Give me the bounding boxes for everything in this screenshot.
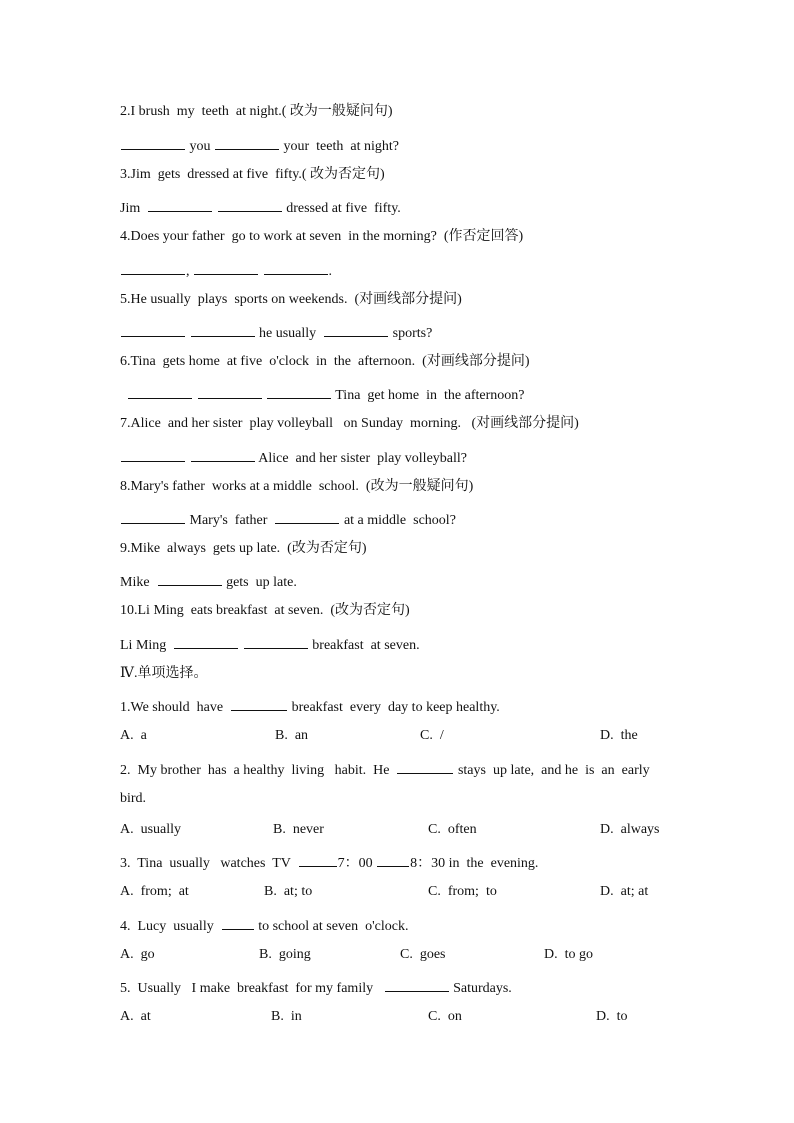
answer-text: ,	[186, 264, 193, 279]
mc-question-5	[120, 977, 512, 998]
answer-text: Jim	[120, 201, 148, 216]
question-text: 3.Jim gets dressed at five fifty.( 改为否定句)	[120, 167, 385, 182]
answer-text	[186, 326, 190, 341]
option-c[interactable]: C. goes	[400, 947, 446, 962]
answer-text: .	[328, 264, 332, 279]
answer-text: gets up late.	[222, 575, 297, 590]
answer-blank[interactable]	[377, 852, 409, 867]
answer-blank[interactable]	[264, 260, 328, 275]
answer-blank[interactable]	[121, 509, 185, 524]
question-text: 7：00	[337, 856, 377, 871]
question-text: 8.Mary's father works at a middle school. (改为一般疑问句)	[120, 479, 474, 494]
answer-blank[interactable]	[128, 384, 192, 399]
question-text: 10.Li Ming eats breakfast at seven. (改为否定句)	[120, 603, 410, 618]
answer-text	[193, 388, 197, 403]
answer-blank[interactable]	[385, 977, 449, 992]
answer-blank[interactable]	[158, 571, 222, 586]
option-a[interactable]: A. a	[120, 728, 147, 743]
option-a[interactable]: A. from; at	[120, 884, 189, 899]
answer-9	[120, 571, 297, 592]
mc-question-4	[120, 915, 408, 936]
question-text: 6.Tina gets home at five o'clock in the afternoon. (对画线部分提问)	[120, 354, 530, 369]
question-text: 1.We should have	[120, 700, 231, 715]
answer-blank[interactable]	[218, 197, 282, 212]
question-text: Saturdays.	[449, 981, 512, 996]
question-text: 5. Usually I make breakfast for my family	[120, 981, 384, 996]
answer-blank[interactable]	[324, 322, 388, 337]
question-text: 4.Does your father go to work at seven in the morning? (作否定回答)	[120, 229, 524, 244]
question-text: 2.I brush my teeth at night.( 改为一般疑问句)	[120, 104, 393, 119]
option-c[interactable]: C. on	[428, 1009, 462, 1024]
answer-blank[interactable]	[148, 197, 212, 212]
answer-blank[interactable]	[397, 759, 453, 774]
answer-text	[239, 638, 243, 653]
answer-7	[120, 447, 467, 468]
question-7	[120, 415, 579, 433]
option-d[interactable]: D. to	[596, 1009, 628, 1024]
answer-blank[interactable]	[222, 915, 254, 930]
option-b[interactable]: B. in	[271, 1009, 302, 1024]
option-a[interactable]: A. go	[120, 947, 155, 962]
answer-blank[interactable]	[121, 322, 185, 337]
answer-text: at a middle school?	[340, 513, 456, 528]
question-2	[120, 103, 393, 121]
option-c[interactable]: C. from; to	[428, 884, 497, 899]
answer-blank[interactable]	[267, 384, 331, 399]
question-text: breakfast every day to keep healthy.	[288, 700, 500, 715]
answer-10	[120, 634, 420, 655]
option-d[interactable]: D. to go	[544, 947, 593, 962]
answer-blank[interactable]	[275, 509, 339, 524]
mc-question-3	[120, 852, 538, 873]
question-text: 2. My brother has a healthy living habit. He	[120, 763, 397, 778]
answer-text	[263, 388, 267, 403]
option-c[interactable]: C. often	[428, 822, 477, 837]
answer-6	[120, 384, 524, 405]
answer-text: your teeth at night?	[280, 139, 399, 154]
option-b[interactable]: B. at; to	[264, 884, 313, 899]
answer-text	[259, 264, 263, 279]
answer-text: breakfast at seven.	[308, 638, 420, 653]
answer-text: dressed at five fifty.	[282, 201, 401, 216]
answer-8	[120, 509, 456, 530]
answer-blank[interactable]	[198, 384, 262, 399]
answer-blank[interactable]	[121, 447, 185, 462]
option-d[interactable]: D. the	[600, 728, 638, 743]
question-text: 7.Alice and her sister play volleyball on Sunday morning. (对画线部分提问)	[120, 416, 579, 431]
answer-blank[interactable]	[191, 322, 255, 337]
answer-blank[interactable]	[191, 447, 255, 462]
question-4	[120, 228, 523, 246]
answer-text: Tina get home in the afternoon?	[332, 388, 525, 403]
question-text: 5.He usually plays sports on weekends. (对画线部分提问)	[120, 292, 462, 307]
question-5	[120, 291, 462, 309]
answer-blank[interactable]	[194, 260, 258, 275]
answer-blank[interactable]	[121, 135, 185, 150]
answer-text: you	[186, 139, 214, 154]
question-8	[120, 478, 473, 496]
question-text: to school at seven o'clock.	[254, 919, 409, 934]
answer-text: he usually	[255, 326, 324, 341]
answer-5	[120, 322, 432, 343]
answer-text: Mary's father	[186, 513, 275, 528]
answer-text	[120, 388, 127, 403]
question-text: 3. Tina usually watches TV	[120, 856, 298, 871]
answer-blank[interactable]	[299, 852, 337, 867]
question-3	[120, 166, 385, 184]
option-a[interactable]: A. at	[120, 1009, 151, 1024]
option-d[interactable]: D. at; at	[600, 884, 649, 899]
answer-blank[interactable]	[244, 634, 308, 649]
question-text: 4. Lucy usually	[120, 919, 221, 934]
section-title: Ⅳ.单项选择。	[120, 666, 208, 681]
question-text: stays up late, and he is an early	[454, 763, 650, 778]
question-text: bird.	[120, 791, 147, 806]
mc-question-2-cont	[120, 790, 146, 808]
mc-question-2	[120, 759, 650, 780]
question-text: 8：30 in the evening.	[410, 856, 539, 871]
answer-4	[120, 260, 332, 281]
answer-text: sports?	[389, 326, 433, 341]
answer-blank[interactable]	[215, 135, 279, 150]
section-heading	[120, 665, 208, 683]
answer-blank[interactable]	[174, 634, 238, 649]
answer-text: Li Ming	[120, 638, 174, 653]
question-text: 9.Mike always gets up late. (改为否定句)	[120, 541, 367, 556]
option-c[interactable]: C. /	[420, 728, 444, 743]
answer-text: Alice and her sister play volleyball?	[255, 451, 467, 466]
answer-blank[interactable]	[231, 696, 287, 711]
answer-3	[120, 197, 401, 218]
answer-text	[186, 451, 190, 466]
option-b[interactable]: B. never	[273, 822, 324, 837]
option-b[interactable]: B. an	[275, 728, 309, 743]
question-6	[120, 353, 530, 371]
answer-blank[interactable]	[121, 260, 185, 275]
answer-text	[213, 201, 217, 216]
answer-2	[120, 135, 399, 156]
answer-text: Mike	[120, 575, 157, 590]
question-10	[120, 602, 410, 620]
option-d[interactable]: D. always	[600, 822, 660, 837]
option-a[interactable]: A. usually	[120, 822, 182, 837]
question-9	[120, 540, 367, 558]
mc-question-1	[120, 696, 500, 717]
option-b[interactable]: B. going	[259, 947, 311, 962]
